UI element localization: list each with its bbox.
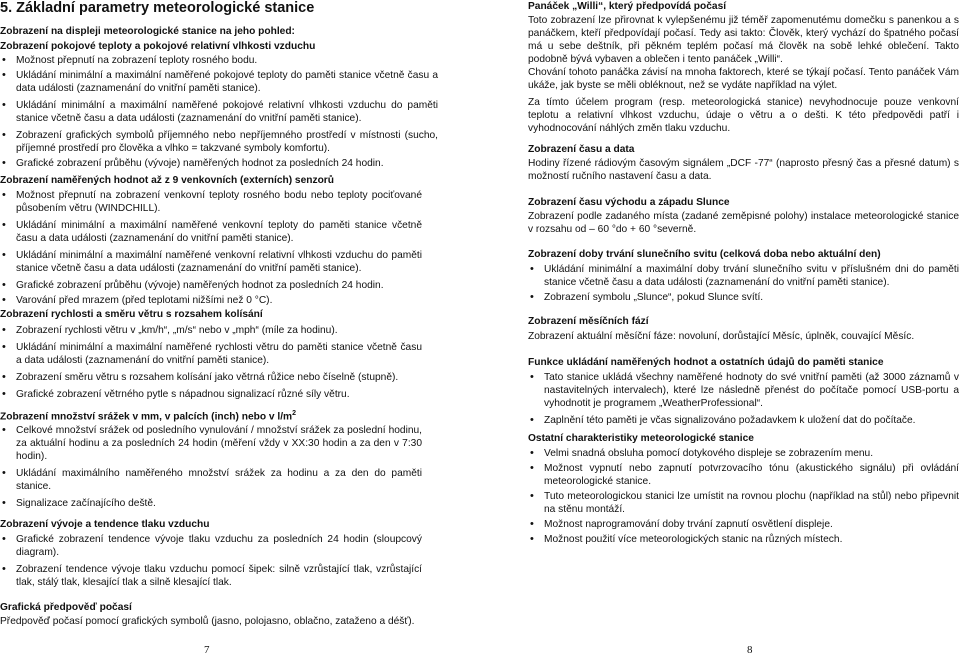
rain-list xyxy=(0,424,422,514)
storage-list xyxy=(528,371,959,431)
wind-heading: Zobrazení rychlosti a směru větru s rozsahem kolísání xyxy=(0,309,263,320)
list-item: • Ukládání minimální a maximální naměřené venkovní teploty do paměti stanice včetně času a data události (zaznamenání do vnitřní paměti stanice). xyxy=(0,219,422,245)
page-number-right: 8 xyxy=(747,644,753,656)
sunshine-list xyxy=(528,263,959,308)
rain-heading xyxy=(0,407,296,423)
moon-heading: Zobrazení měsíčních fází xyxy=(528,316,649,327)
list-item: • Grafické zobrazení průběhu (vývoje) naměřených hodnot za posledních 24 hodin. xyxy=(0,279,422,292)
list-item: • Možnost přepnutí na zobrazení venkovní teploty rosného bodu nebo teploty pociťované působením větru (WINDCHILL). xyxy=(0,189,422,215)
page-title: 5. Základní parametry meteorologické stanice xyxy=(0,0,315,16)
display-heading: Zobrazení na displeji meteorologické stanice na jeho pohled: xyxy=(0,26,295,37)
other-heading: Ostatní charakteristiky meteorologické stanice xyxy=(528,433,754,444)
sunrise-heading: Zobrazení času východu a západu Slunce xyxy=(528,197,730,208)
list-item: • Grafické zobrazení tendence vývoje tlaku vzduchu za posledních 24 hodin (sloupcový diagram). xyxy=(0,533,422,559)
rain-heading-sup: 2 xyxy=(292,410,297,417)
page-number-left: 7 xyxy=(204,644,210,656)
list-item: • Ukládání minimální a maximální naměřené rychlosti větru do paměti stanice včetně času a data události (zaznamenání do vnitřní paměti stanice). xyxy=(0,341,422,367)
list-item: • Tato stanice ukládá všechny naměřené hodnoty do své vnitřní paměti (až 3000 záznamů v nastavitelných intervalech), které lze následně přenést do počítače pomocí USB-portu a vyhodnotit je programem „WeatherProfessional“. xyxy=(528,371,959,410)
wind-list xyxy=(0,324,422,405)
sunshine-heading: Zobrazení doby trvání slunečního svitu (celková doba nebo aktuální den) xyxy=(528,249,881,260)
list-item: • Signalizace začínajícího deště. xyxy=(0,497,422,510)
time-text: Hodiny řízené rádiovým časovým signálem „DCF -77“ (naprosto přesný čas a přesné datum) s možností ručního nastavení času a data. xyxy=(528,158,959,182)
willi-paragraph-1: Toto zobrazení lze přirovnat k vylepšenému již téměř zapomenutému domečku s panenkou a s panáčkem, kteří předpovídají počasí. Tedy asi takto: Člověk, který vychází do špatného počasí má u sebe deštník, při pěkném teplém počasí má člověk na sobě lehké oblečení. Takto podobně bývá vybaven a oblečen i tento panáček „Willi“. xyxy=(528,15,959,65)
list-item: • Možnost přepnutí na zobrazení teploty rosného bodu. xyxy=(0,54,438,67)
list-item: • Zobrazení rychlosti větru v „km/h“, „m/s“ nebo v „mph“ (míle za hodinu). xyxy=(0,324,422,337)
list-item: • Zobrazení tendence vývoje tlaku vzduchu pomocí šipek: silně vzrůstající tlak, vzrůstající tlak, stálý tlak, klesající tlak a silně klesající tlak. xyxy=(0,563,422,589)
list-item: • Celkové množství srážek od posledního vynulování / množství srážek za poslední hodinu, za aktuální hodinu a za posledních 24 hodin (měření vždy v XX:30 hodin a za den v 7:30 hodin). xyxy=(0,424,422,463)
list-item: • Zobrazení grafických symbolů příjemného nebo nepříjemného prostředí v místnosti (sucho, příjemné prostředí pro člověka a vlhko = takzvané symboly komfortu). xyxy=(0,129,438,155)
list-item: • Zaplnění této paměti je včas signalizováno požadavkem k uložení dat do počítače. xyxy=(528,414,959,427)
pressure-list xyxy=(0,533,422,593)
moon-text: Zobrazení aktuální měsíční fáze: novoluní, dorůstající Měsíc, úplněk, couvající Měsíc. xyxy=(528,331,915,342)
pressure-heading: Zobrazení vývoje a tendence tlaku vzduchu xyxy=(0,519,210,530)
list-item: • Varování před mrazem (před teplotami nižšími než 0 °C). xyxy=(0,294,422,307)
other-list xyxy=(528,447,959,550)
list-item: • Zobrazení symbolu „Slunce“, pokud Slunce svítí. xyxy=(528,291,959,304)
list-item: • Možnost naprogramování doby trvání zapnutí osvětlení displeje. xyxy=(528,518,959,531)
list-item: • Možnost použití více meteorologických stanic na různých místech. xyxy=(528,533,959,546)
list-item: • Ukládání minimální a maximální naměřené venkovní relativní vlhkosti vzduchu do paměti stanice včetně času a data události (zaznamenání do vnitřní paměti stanice). xyxy=(0,249,422,275)
list-item: • Možnost vypnutí nebo zapnutí potvrzovacího tónu (akustického signálu) při ovládání meteorologické stanice. xyxy=(528,462,959,488)
list-item: • Tuto meteorologickou stanici lze umístit na rovnou plochu (například na stůl) nebo připevnit na stěnu montáží. xyxy=(528,490,959,516)
outdoor-heading: Zobrazení naměřených hodnot až z 9 venkovních (externích) senzorů xyxy=(0,175,334,186)
rain-heading-text: Zobrazení množství srážek v mm, v palcích (inch) nebo v l/m xyxy=(0,411,293,423)
indoor-list xyxy=(0,54,438,174)
list-item: • Ukládání minimální a maximální naměřené pokojové teploty do paměti stanice včetně času a data události (zaznamenání do vnitřní paměti stanice). xyxy=(0,69,438,95)
willi-heading: Panáček „Willi“, který předpovídá počasí xyxy=(528,1,727,12)
forecast-heading: Grafická předpověď počasí xyxy=(0,602,132,613)
outdoor-list xyxy=(0,189,422,311)
time-heading: Zobrazení času a data xyxy=(528,144,635,155)
storage-heading: Funkce ukládání naměřených hodnot a ostatních údajů do paměti stanice xyxy=(528,357,884,368)
list-item: • Ukládání minimální a maximální naměřené pokojové relativní vlhkosti vzduchu do paměti stanice včetně času a data události (zaznamenání do vnitřní paměti stanice). xyxy=(0,99,438,125)
willi-paragraph-3: Za tímto účelem program (resp. meteorologická stanice) nevyhodnocuje pouze venkovní teplotu a relativní vlhkost vzduchu, údaje o větru a o dešti. K této předpovědi patří i vyhodnocování náhlých změn tlaku vzduchu. xyxy=(528,97,959,134)
willi-paragraph-2: Chování tohoto panáčka závisí na mnoha faktorech, které se týkají počasí. Tento panáček Vám ukáže, jak byste se měli obléknout, než se vydáte například na výlet. xyxy=(528,67,959,91)
list-item: • Grafické zobrazení větrného pytle s nápadnou signalizací různé síly větru. xyxy=(0,388,422,401)
list-item: • Ukládání minimální a maximální doby trvání slunečního svitu v příslušném dni do paměti stanice včetně času a data události (zaznamenání do vnitřní paměti stanice). xyxy=(528,263,959,289)
forecast-text: Předpověď počasí pomocí grafických symbolů (jasno, polojasno, oblačno, zataženo a déšť). xyxy=(0,616,415,627)
list-item: • Ukládání maximálního naměřeného množství srážek za hodinu a za den do paměti stanice. xyxy=(0,467,422,493)
list-item: • Zobrazení směru větru s rozsahem kolísání jako větrná růžice nebo číselně (stupně). xyxy=(0,371,422,384)
indoor-heading: Zobrazení pokojové teploty a pokojové relativní vlhkosti vzduchu xyxy=(0,41,316,52)
list-item: • Grafické zobrazení průběhu (vývoje) naměřených hodnot za posledních 24 hodin. xyxy=(0,157,438,170)
sunrise-text: Zobrazení podle zadaného místa (zadané zeměpisné polohy) instalace meteorologické stanice v rozsahu od – 60 °do + 60 °severně. xyxy=(528,211,959,235)
list-item: • Velmi snadná obsluha pomocí dotykového displeje se zobrazením menu. xyxy=(528,447,959,460)
